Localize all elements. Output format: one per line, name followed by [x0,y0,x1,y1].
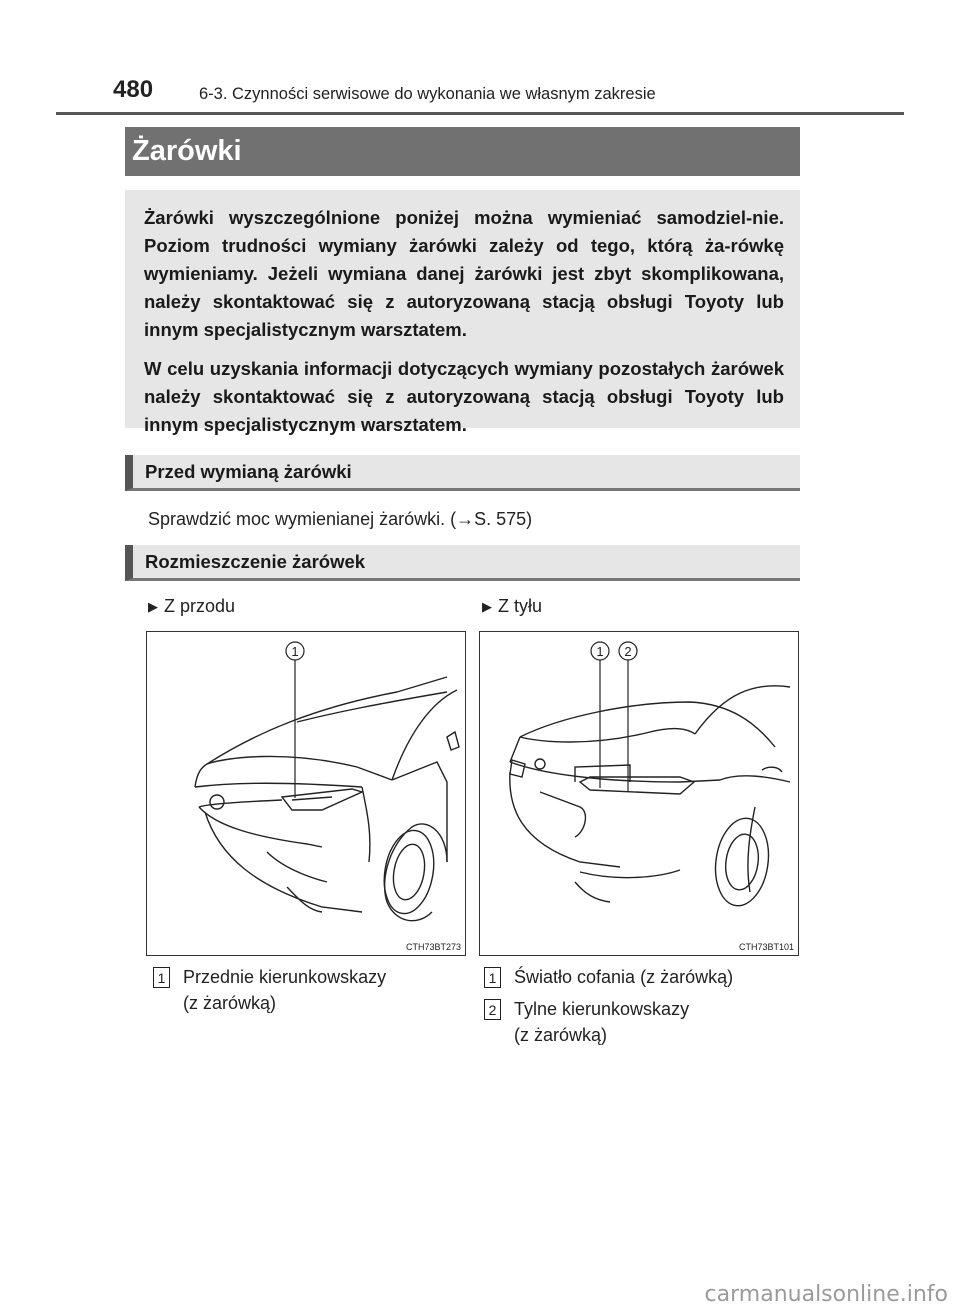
subheading-label: Rozmieszczenie żarówek [145,551,366,572]
rear-car-drawing [480,632,798,955]
callout-2-rear: 2 [624,644,632,659]
page-title: Żarówki [132,135,242,167]
callout-1-front: 1 [291,644,299,659]
legend-item-rear-1 [484,964,784,994]
legend-text: Przednie kierunkowskazy (z żarówką) [183,967,387,1013]
legend-item-rear-2 [484,996,784,1056]
rear-car-illustration [479,631,799,956]
section-title-bar [125,127,800,176]
chapter-title: 6-3. Czynności serwisowe do wykonania we własnym zakresie [199,85,656,103]
front-car-illustration [146,631,466,956]
page-number: 480 [113,76,154,103]
header-divider [56,112,904,115]
figure-code: CTH73BT101 [738,942,794,952]
legend-item-front-1 [153,964,453,1024]
triangle-bullet-icon: ▶ [482,599,492,614]
legend-number: 1 [153,967,170,988]
subheading-label: Przed wymianą żarówki [145,461,352,482]
wattage-check-text: Sprawdzić moc wymienianej żarówki. (→S. 575) [148,509,533,529]
front-view-label: ▶ Z przodu [148,596,236,616]
callout-1-rear: 1 [596,644,604,659]
intro-box [125,190,800,435]
watermark: carmanualsonline.info [704,1282,948,1307]
subheading-before-replacement [125,455,800,491]
legend-text: Tylne kierunkowskazy (z żarówką) [514,999,690,1045]
intro-paragraph-2: W celu uzyskania informacji dotyczących wymiany pozostałych żarówek należy skontaktować się z autoryzowaną stacją obsługi Toyoty lub innym specjalistycznym warsztatem. [144,358,784,435]
rear-view-label: ▶ Z tyłu [482,596,543,616]
intro-paragraph-1: Żarówki wyszczególnione poniżej można wymieniać samodziel-nie. Poziom trudności wymiany żarówki zależy od tego, którą ża-rówkę wymieniamy. Jeżeli wymiana danej żarówki jest zbyt skomplikowana, należy skontaktować się z autoryzowaną stacją obsługi Toyoty lub innym specjalistycznym warsztatem. [144,207,784,340]
legend-text: Światło cofania (z żarówką) [514,967,734,987]
legend-number: 1 [484,967,501,988]
legend-number: 2 [484,999,501,1020]
page-header [113,76,900,116]
figure-code: CTH73BT273 [405,942,461,952]
subheading-bulb-locations [125,545,800,581]
triangle-bullet-icon: ▶ [148,599,158,614]
front-car-drawing [147,632,465,955]
